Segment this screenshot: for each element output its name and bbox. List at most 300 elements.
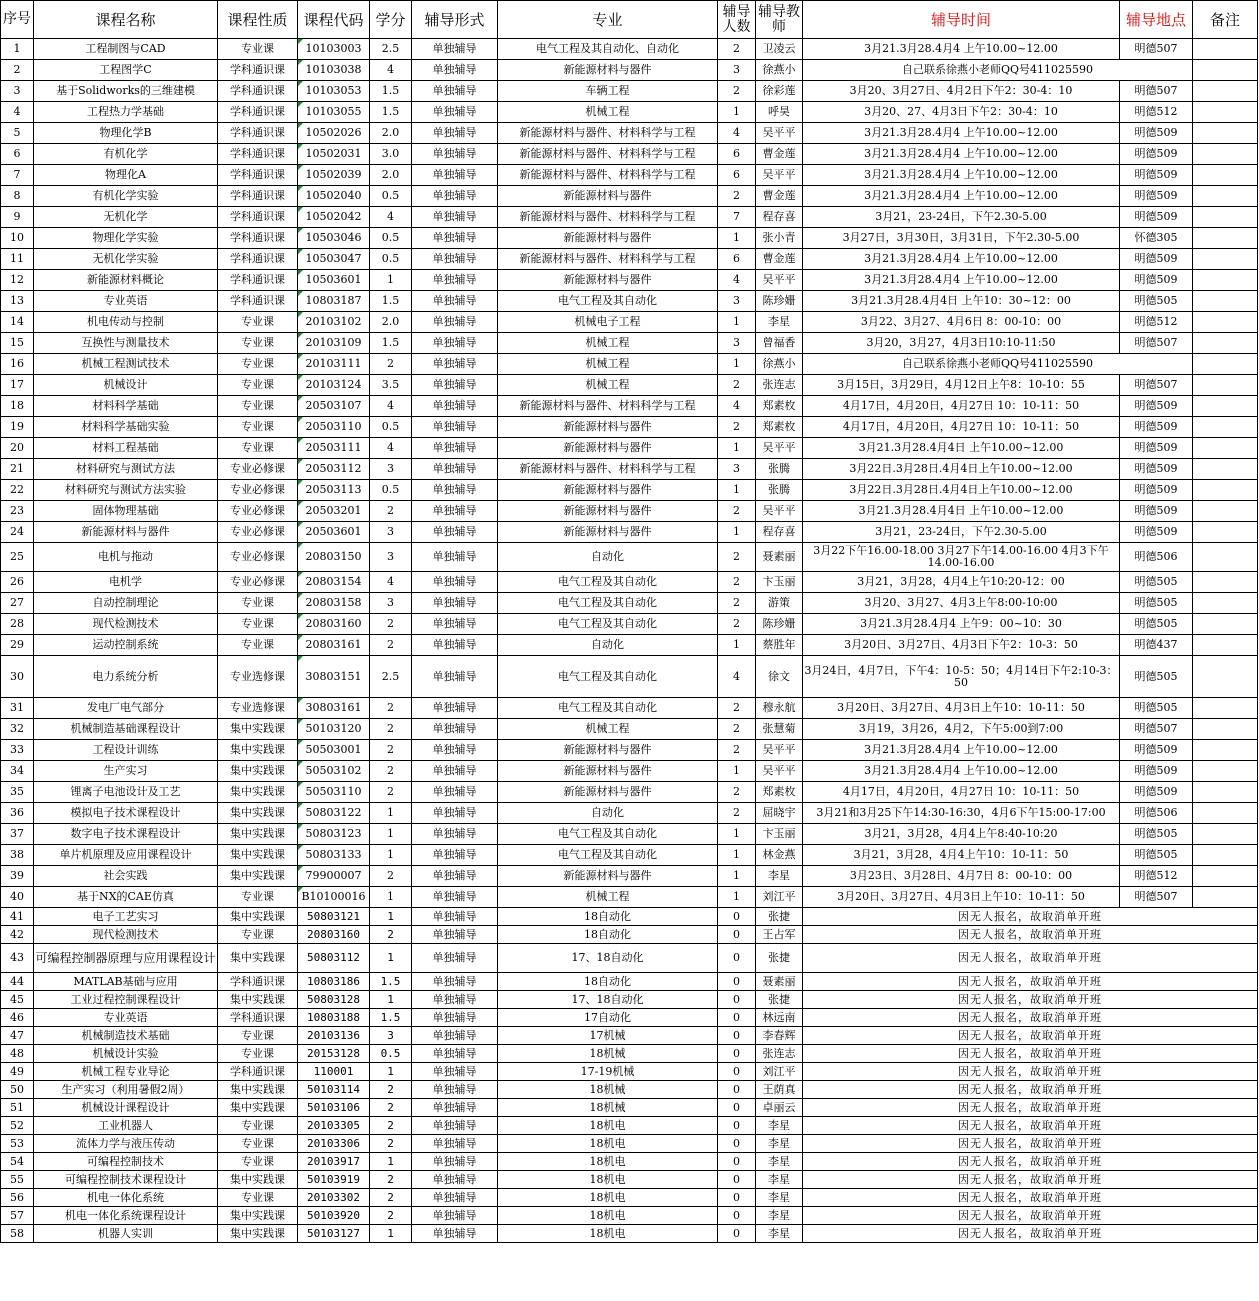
cell-credit: 3	[370, 459, 412, 480]
cell-note	[1193, 123, 1258, 144]
table-row-cancelled	[1, 1009, 1258, 1027]
cell-place: 明德507	[1120, 887, 1193, 908]
cell-count: 4	[718, 396, 756, 417]
cell-note	[1193, 782, 1258, 803]
cell-teacher: 李星	[756, 866, 803, 887]
cell-seq: 41	[1, 908, 34, 926]
cancel-note: 因无人报名，故取消单开班	[803, 973, 1258, 991]
cell-count: 0	[718, 1225, 756, 1243]
cell-course-name: 可编程控制器原理与应用课程设计	[34, 944, 218, 973]
cell-course-code: 20503112	[298, 459, 370, 480]
cell-course-name: 机电一体化系统	[34, 1189, 218, 1207]
cell-time: 3月21.3月28.4月4 上午10.00~12.00	[803, 165, 1120, 186]
cell-course-nature: 学科通识课	[218, 228, 298, 249]
cell-credit: 2	[370, 782, 412, 803]
cell-tutoring-form: 单独辅导	[412, 39, 498, 60]
cell-seq: 46	[1, 1009, 34, 1027]
cell-seq: 43	[1, 944, 34, 973]
cell-seq: 8	[1, 186, 34, 207]
cell-time: 3月15日，3月29日，4月12日上午8：10-10：55	[803, 375, 1120, 396]
cell-tutoring-form: 单独辅导	[412, 1099, 498, 1117]
cell-seq: 56	[1, 1189, 34, 1207]
cell-teacher: 郑素枚	[756, 417, 803, 438]
cell-teacher: 曹金莲	[756, 186, 803, 207]
cell-major: 17机械	[498, 1027, 718, 1045]
cell-credit: 4	[370, 572, 412, 593]
header-course-name: 课程名称	[34, 1, 218, 39]
cell-tutoring-form: 单独辅导	[412, 270, 498, 291]
cell-teacher: 吴平平	[756, 761, 803, 782]
cell-tutoring-form: 单独辅导	[412, 1081, 498, 1099]
table-row-cancelled	[1, 1189, 1258, 1207]
cell-course-code: 10803187	[298, 291, 370, 312]
cell-tutoring-form: 单独辅导	[412, 165, 498, 186]
table-row	[1, 803, 1258, 824]
cell-course-name: 物理化学实验	[34, 228, 218, 249]
cell-time: 3月21.3月28.4月4 上午10.00~12.00	[803, 740, 1120, 761]
cell-place: 明德507	[1120, 719, 1193, 740]
cell-course-name: 机械设计课程设计	[34, 1099, 218, 1117]
cell-seq: 38	[1, 845, 34, 866]
cell-credit: 2	[370, 1081, 412, 1099]
cell-teacher: 徐彩莲	[756, 81, 803, 102]
cell-count: 2	[718, 417, 756, 438]
cell-count: 4	[718, 270, 756, 291]
cell-tutoring-form: 单独辅导	[412, 249, 498, 270]
cell-teacher: 穆永航	[756, 698, 803, 719]
cell-credit: 2.0	[370, 312, 412, 333]
cell-course-code: 20103136	[298, 1027, 370, 1045]
cell-course-name: 电机学	[34, 572, 218, 593]
cell-course-nature: 集中实践课	[218, 761, 298, 782]
cell-count: 2	[718, 39, 756, 60]
cell-teacher: 程存喜	[756, 207, 803, 228]
cell-course-nature: 专业课	[218, 926, 298, 944]
header-note: 备注	[1193, 1, 1258, 39]
cell-count: 1	[718, 866, 756, 887]
cell-course-code: 10103053	[298, 81, 370, 102]
cell-course-name: 机械工程测试技术	[34, 354, 218, 375]
cell-tutoring-form: 单独辅导	[412, 1171, 498, 1189]
cell-tutoring-form: 单独辅导	[412, 1135, 498, 1153]
cell-course-nature: 专业必修课	[218, 522, 298, 543]
cell-credit: 0.5	[370, 186, 412, 207]
cell-place: 明德512	[1120, 312, 1193, 333]
cell-course-name: 运动控制系统	[34, 635, 218, 656]
cell-count: 2	[718, 593, 756, 614]
cell-count: 0	[718, 1099, 756, 1117]
table-row	[1, 480, 1258, 501]
cell-course-code: 50103919	[298, 1171, 370, 1189]
cell-note	[1193, 459, 1258, 480]
cell-course-code: 20503111	[298, 438, 370, 459]
cell-course-nature: 学科通识课	[218, 123, 298, 144]
cell-course-name: 机电传动与控制	[34, 312, 218, 333]
cancel-note: 因无人报名，故取消单开班	[803, 1063, 1258, 1081]
cell-course-nature: 集中实践课	[218, 782, 298, 803]
cell-note	[1193, 165, 1258, 186]
cell-teacher: 张慧菊	[756, 719, 803, 740]
cell-course-code: 50803121	[298, 908, 370, 926]
cell-credit: 2	[370, 1171, 412, 1189]
cell-major: 机械工程	[498, 102, 718, 123]
cell-tutoring-form: 单独辅导	[412, 1009, 498, 1027]
cell-course-nature: 集中实践课	[218, 1171, 298, 1189]
cell-credit: 1	[370, 1063, 412, 1081]
cell-course-nature: 专业课	[218, 1135, 298, 1153]
cell-course-name: 工程图学C	[34, 60, 218, 81]
cell-seq: 52	[1, 1117, 34, 1135]
cell-count: 1	[718, 102, 756, 123]
cell-major: 18自动化	[498, 926, 718, 944]
cell-credit: 2	[370, 354, 412, 375]
cell-time: 3月20，3月27，4月3日10:10-11:50	[803, 333, 1120, 354]
cell-note	[1193, 438, 1258, 459]
cell-count: 2	[718, 543, 756, 572]
cancel-note: 因无人报名，故取消单开班	[803, 1171, 1258, 1189]
cell-place: 明德509	[1120, 186, 1193, 207]
cell-major: 电气工程及其自动化	[498, 845, 718, 866]
cancel-note: 因无人报名，故取消单开班	[803, 1045, 1258, 1063]
cell-course-name: 物理化学B	[34, 123, 218, 144]
cell-course-code: 10103055	[298, 102, 370, 123]
cell-place: 明德505	[1120, 291, 1193, 312]
cell-note	[1193, 144, 1258, 165]
cell-course-name: 电机与拖动	[34, 543, 218, 572]
cell-course-nature: 集中实践课	[218, 908, 298, 926]
cell-count: 3	[718, 333, 756, 354]
cell-teacher: 李星	[756, 1135, 803, 1153]
cell-seq: 9	[1, 207, 34, 228]
cell-note	[1193, 60, 1258, 81]
cell-course-name: 数字电子技术课程设计	[34, 824, 218, 845]
table-row	[1, 438, 1258, 459]
cell-time: 3月23日、3月28日、4月7日 8：00-10：00	[803, 866, 1120, 887]
cell-credit: 1	[370, 824, 412, 845]
table-row	[1, 249, 1258, 270]
table-row	[1, 698, 1258, 719]
cell-course-nature: 专业选修课	[218, 698, 298, 719]
cell-course-code: 20803161	[298, 635, 370, 656]
cell-major: 新能源材料与器件	[498, 740, 718, 761]
cell-course-name: 工程设计训练	[34, 740, 218, 761]
cell-time: 3月21.3月28.4月4日 上午10.00~12.00	[803, 501, 1120, 522]
cell-major: 新能源材料与器件、材料科学与工程	[498, 123, 718, 144]
cell-course-nature: 集中实践课	[218, 1207, 298, 1225]
cell-credit: 3	[370, 522, 412, 543]
cell-time: 3月24日，4月7日，下午4：10-5：50；4月14日下午2:10-3：50	[803, 656, 1120, 698]
cell-course-code: 50503102	[298, 761, 370, 782]
cancel-note: 因无人报名，故取消单开班	[803, 908, 1258, 926]
table-row	[1, 782, 1258, 803]
table-row	[1, 333, 1258, 354]
cell-count: 2	[718, 186, 756, 207]
cell-course-code: 50503110	[298, 782, 370, 803]
cell-course-code: 10503046	[298, 228, 370, 249]
cell-time: 3月21，3月28，4月4上午8:40-10:20	[803, 824, 1120, 845]
cell-time: 3月21，23-24日，下午2.30-5.00	[803, 207, 1120, 228]
cell-tutoring-form: 单独辅导	[412, 1027, 498, 1045]
cell-major: 新能源材料与器件	[498, 866, 718, 887]
table-row	[1, 459, 1258, 480]
cell-course-code: 20103124	[298, 375, 370, 396]
cell-time: 3月22日.3月28日.4月4日上午10.00~12.00	[803, 480, 1120, 501]
cell-place: 明德509	[1120, 144, 1193, 165]
cell-course-code: 50803133	[298, 845, 370, 866]
cell-credit: 2	[370, 635, 412, 656]
cell-teacher: 徐文	[756, 656, 803, 698]
cell-credit: 1.5	[370, 333, 412, 354]
table-row-cancelled	[1, 1207, 1258, 1225]
cell-count: 3	[718, 60, 756, 81]
cell-count: 3	[718, 459, 756, 480]
cell-time: 3月21.3月28.4月4日 上午10：30~12：00	[803, 291, 1120, 312]
cell-count: 6	[718, 144, 756, 165]
cell-count: 0	[718, 1027, 756, 1045]
cell-course-nature: 专业必修课	[218, 459, 298, 480]
cell-credit: 1	[370, 270, 412, 291]
cell-course-nature: 专业课	[218, 593, 298, 614]
cell-course-code: 20803160	[298, 926, 370, 944]
cell-time: 3月19，3月26，4月2，下午5:00到7:00	[803, 719, 1120, 740]
cell-count: 1	[718, 635, 756, 656]
cell-course-name: 社会实践	[34, 866, 218, 887]
cell-seq: 13	[1, 291, 34, 312]
cell-note	[1193, 333, 1258, 354]
table-row	[1, 824, 1258, 845]
cell-course-name: 可编程控制技术	[34, 1153, 218, 1171]
cell-credit: 3.0	[370, 144, 412, 165]
cell-seq: 48	[1, 1045, 34, 1063]
cell-tutoring-form: 单独辅导	[412, 480, 498, 501]
cell-credit: 4	[370, 60, 412, 81]
cell-course-code: 50103120	[298, 719, 370, 740]
cell-tutoring-form: 单独辅导	[412, 944, 498, 973]
cell-note	[1193, 186, 1258, 207]
cell-course-code: 30803151	[298, 656, 370, 698]
cell-note	[1193, 887, 1258, 908]
cell-major: 18机电	[498, 1153, 718, 1171]
cell-time: 3月21.3月28.4月4 上午9：00~10：30	[803, 614, 1120, 635]
cell-count: 2	[718, 719, 756, 740]
cell-course-code: 20103111	[298, 354, 370, 375]
header-major: 专业	[498, 1, 718, 39]
cell-tutoring-form: 单独辅导	[412, 207, 498, 228]
cell-tutoring-form: 单独辅导	[412, 459, 498, 480]
cell-teacher: 张腾	[756, 459, 803, 480]
cell-course-nature: 专业课	[218, 1189, 298, 1207]
cell-time: 3月21.3月28.4月4 上午10.00~12.00	[803, 144, 1120, 165]
cell-major: 新能源材料与器件	[498, 522, 718, 543]
cell-course-nature: 专业课	[218, 887, 298, 908]
cell-course-name: 材料研究与测试方法实验	[34, 480, 218, 501]
table-row	[1, 887, 1258, 908]
cancel-note: 因无人报名，故取消单开班	[803, 1099, 1258, 1117]
cell-major: 电气工程及其自动化、自动化	[498, 39, 718, 60]
cell-course-name: 锂离子电池设计及工艺	[34, 782, 218, 803]
cell-tutoring-form: 单独辅导	[412, 824, 498, 845]
cell-tutoring-form: 单独辅导	[412, 228, 498, 249]
cell-course-code: 10503601	[298, 270, 370, 291]
cell-teacher: 林远南	[756, 1009, 803, 1027]
table-row	[1, 593, 1258, 614]
cell-major: 17、18自动化	[498, 944, 718, 973]
cell-teacher: 林金燕	[756, 845, 803, 866]
cell-course-code: 79900007	[298, 866, 370, 887]
cell-course-nature: 学科通识课	[218, 973, 298, 991]
cell-time: 3月20日、3月27日、4月3日上午10：10-11：50	[803, 887, 1120, 908]
cell-tutoring-form: 单独辅导	[412, 782, 498, 803]
header-row	[1, 1, 1258, 39]
cell-count: 1	[718, 228, 756, 249]
cell-teacher: 张连志	[756, 375, 803, 396]
cell-course-name: MATLAB基础与应用	[34, 973, 218, 991]
cell-tutoring-form: 单独辅导	[412, 81, 498, 102]
cell-course-nature: 集中实践课	[218, 944, 298, 973]
cell-seq: 44	[1, 973, 34, 991]
cell-time: 3月20、3月27日、4月2日下午2：30-4：10	[803, 81, 1120, 102]
cell-count: 1	[718, 845, 756, 866]
cell-note	[1193, 824, 1258, 845]
cell-course-nature: 专业课	[218, 614, 298, 635]
cancel-note: 因无人报名，故取消单开班	[803, 1207, 1258, 1225]
cell-course-code: 10502039	[298, 165, 370, 186]
cell-count: 1	[718, 438, 756, 459]
cell-place: 明德505	[1120, 656, 1193, 698]
cell-tutoring-form: 单独辅导	[412, 60, 498, 81]
cell-place: 明德437	[1120, 635, 1193, 656]
cell-seq: 23	[1, 501, 34, 522]
cell-course-nature: 专业课	[218, 354, 298, 375]
cell-note	[1193, 39, 1258, 60]
cell-major: 新能源材料与器件、材料科学与工程	[498, 165, 718, 186]
cell-seq: 53	[1, 1135, 34, 1153]
cell-course-nature: 专业必修课	[218, 572, 298, 593]
cell-count: 4	[718, 656, 756, 698]
cell-course-code: 20103109	[298, 333, 370, 354]
table-row	[1, 719, 1258, 740]
cell-note	[1193, 312, 1258, 333]
cell-course-nature: 专业课	[218, 312, 298, 333]
cell-teacher: 蔡胜年	[756, 635, 803, 656]
cell-credit: 2.5	[370, 656, 412, 698]
cell-seq: 16	[1, 354, 34, 375]
cell-teacher: 游策	[756, 593, 803, 614]
cell-course-nature: 集中实践课	[218, 991, 298, 1009]
cell-major: 新能源材料与器件、材料科学与工程	[498, 396, 718, 417]
cell-place: 明德509	[1120, 165, 1193, 186]
cell-teacher: 曹金莲	[756, 144, 803, 165]
cell-tutoring-form: 单独辅导	[412, 973, 498, 991]
cell-place: 明德509	[1120, 761, 1193, 782]
cell-course-name: 无机化学	[34, 207, 218, 228]
cell-teacher: 陈珍姗	[756, 614, 803, 635]
cell-credit: 0.5	[370, 228, 412, 249]
cell-course-code: 20103305	[298, 1117, 370, 1135]
cell-course-name: 发电厂电气部分	[34, 698, 218, 719]
table-row-cancelled	[1, 1117, 1258, 1135]
table-row	[1, 102, 1258, 123]
cell-seq: 35	[1, 782, 34, 803]
cell-course-code: 50103114	[298, 1081, 370, 1099]
cell-major: 新能源材料与器件	[498, 480, 718, 501]
cell-major: 新能源材料与器件	[498, 417, 718, 438]
cell-course-code: 10803186	[298, 973, 370, 991]
cell-course-nature: 专业必修课	[218, 501, 298, 522]
cell-credit: 2	[370, 740, 412, 761]
cell-credit: 2.0	[370, 123, 412, 144]
cell-seq: 21	[1, 459, 34, 480]
cell-tutoring-form: 单独辅导	[412, 1225, 498, 1243]
cell-credit: 2	[370, 614, 412, 635]
cell-seq: 14	[1, 312, 34, 333]
cell-credit: 2.5	[370, 39, 412, 60]
cell-major: 18机械	[498, 1045, 718, 1063]
cell-teacher: 程存喜	[756, 522, 803, 543]
table-row	[1, 81, 1258, 102]
cell-course-code: 10502031	[298, 144, 370, 165]
cell-place: 明德505	[1120, 572, 1193, 593]
cell-place: 明德509	[1120, 782, 1193, 803]
table-row-cancelled	[1, 1063, 1258, 1081]
cell-tutoring-form: 单独辅导	[412, 908, 498, 926]
cell-major: 新能源材料与器件、材料科学与工程	[498, 144, 718, 165]
table-row	[1, 656, 1258, 698]
cell-major: 18机电	[498, 1135, 718, 1153]
cell-time: 3月21，23-24日，下午2.30-5.00	[803, 522, 1120, 543]
cell-course-code: 50803123	[298, 824, 370, 845]
cell-course-nature: 集中实践课	[218, 719, 298, 740]
cell-seq: 50	[1, 1081, 34, 1099]
cell-teacher: 王荫真	[756, 1081, 803, 1099]
cell-course-code: 10803188	[298, 1009, 370, 1027]
cell-credit: 2.0	[370, 165, 412, 186]
table-row	[1, 270, 1258, 291]
cell-teacher: 卓丽云	[756, 1099, 803, 1117]
cell-course-code: 20503113	[298, 480, 370, 501]
cell-note	[1193, 228, 1258, 249]
cancel-note: 因无人报名，故取消单开班	[803, 1081, 1258, 1099]
cell-credit: 1	[370, 1153, 412, 1171]
table-row	[1, 312, 1258, 333]
cell-seq: 42	[1, 926, 34, 944]
cell-tutoring-form: 单独辅导	[412, 572, 498, 593]
cell-course-nature: 专业课	[218, 396, 298, 417]
cancel-note: 因无人报名，故取消单开班	[803, 1117, 1258, 1135]
cancel-note: 因无人报名，故取消单开班	[803, 1225, 1258, 1243]
table-row	[1, 761, 1258, 782]
cell-tutoring-form: 单独辅导	[412, 1063, 498, 1081]
cell-time: 3月21和3月25下午14:30-16:30，4月6下午15:00-17:00	[803, 803, 1120, 824]
cell-tutoring-form: 单独辅导	[412, 123, 498, 144]
cell-course-code: 20503601	[298, 522, 370, 543]
cell-course-name: 物理化A	[34, 165, 218, 186]
cell-note	[1193, 291, 1258, 312]
cell-course-nature: 集中实践课	[218, 1225, 298, 1243]
cell-seq: 47	[1, 1027, 34, 1045]
cell-course-code: 10502026	[298, 123, 370, 144]
cell-teacher: 吴平平	[756, 501, 803, 522]
cell-note	[1193, 719, 1258, 740]
cell-seq: 11	[1, 249, 34, 270]
cell-time: 3月21.3月28.4月4 上午10.00~12.00	[803, 761, 1120, 782]
cell-note	[1193, 656, 1258, 698]
cell-note	[1193, 249, 1258, 270]
cell-credit: 2	[370, 698, 412, 719]
cell-count: 0	[718, 1009, 756, 1027]
cell-tutoring-form: 单独辅导	[412, 1045, 498, 1063]
cell-count: 0	[718, 1153, 756, 1171]
